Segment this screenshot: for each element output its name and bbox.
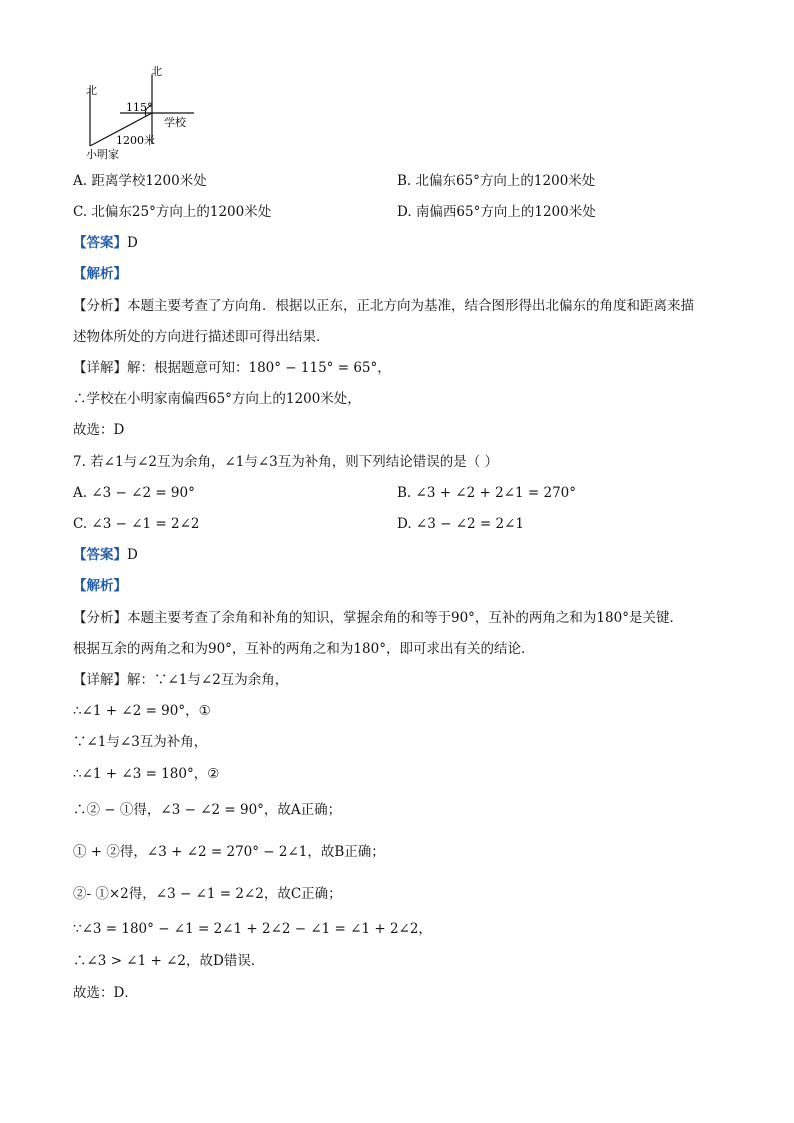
q7-option-b: B. ∠3 + ∠2 + 2∠1 = 270°: [397, 485, 576, 501]
detail-tag: 【详解】: [73, 672, 127, 688]
q7-analysis-heading: [73, 576, 127, 596]
q7-step-6: ① + ②得，∠3 + ∠2 = 270° − 2∠1，故B正确；: [73, 844, 385, 860]
angle-label: 115°: [126, 101, 153, 114]
q6-detail-line-1: [73, 358, 391, 378]
q7-answer: [73, 545, 138, 565]
q6-fenxi-line-1: [73, 296, 694, 316]
q7-step-7: ②- ①×2得，∠3 − ∠1 = 2∠2，故C正确；: [73, 886, 342, 902]
q6-detail-line-2: ∴学校在小明家南偏西65°方向上的1200米处，: [73, 391, 361, 407]
fenxi-tag: 【分析】: [73, 298, 127, 314]
q7-choose: 故选：D．: [73, 985, 138, 1001]
fenxi-tag: 【分析】: [73, 610, 127, 626]
north-label-left: 北: [86, 84, 97, 97]
school-label: 学校: [164, 116, 186, 129]
q7-step-3: ∵∠1与∠3互为补角，: [73, 734, 208, 750]
detail-step: 解：∵∠1与∠2互为余角，: [127, 672, 289, 688]
q6-answer: [73, 233, 138, 253]
analysis-tag: 【解析】: [73, 266, 127, 282]
detail-tag: 【详解】: [73, 360, 127, 376]
q6-analysis-heading: [73, 264, 127, 284]
q6-option-c: C. 北偏东25°方向上的1200米处: [73, 204, 272, 220]
analysis-tag: 【解析】: [73, 578, 127, 594]
distance-label: 1200米: [116, 134, 155, 147]
q7-fenxi-line-2: 根据互余的两角之和为90°，互补的两角之和为180°，即可求出有关的结论．: [73, 641, 535, 657]
fenxi-text: 本题主要考查了方向角．根据以正东，正北方向为基准，结合图形得出北偏东的角度和距离来描: [127, 298, 694, 314]
q7-step-4: ∴∠1 + ∠3 = 180°，②: [73, 766, 220, 782]
north-label-right: 北: [151, 65, 162, 78]
q6-option-a: A. 距离学校1200米处: [73, 173, 207, 189]
q7-option-c: C. ∠3 − ∠1 = 2∠2: [73, 516, 200, 532]
answer-tag: 【答案】: [73, 235, 127, 251]
q6-choose: 故选：D: [73, 422, 125, 438]
q7-fenxi-line-1: [73, 608, 683, 628]
q7-option-d: D. ∠3 − ∠2 = 2∠1: [397, 516, 525, 532]
detail-text: 解：根据题意可知：180° − 115° = 65°，: [127, 360, 391, 376]
answer-value: D: [127, 235, 138, 251]
q6-option-d: D. 南偏西65°方向上的1200米处: [397, 204, 596, 220]
direction-diagram: [80, 60, 210, 160]
q7-step-5: ∴② − ①得，∠3 − ∠2 = 90°，故A正确；: [73, 802, 342, 818]
q7-option-a: A. ∠3 − ∠2 = 90°: [73, 485, 195, 501]
home-label: 小明家: [86, 148, 119, 160]
answer-value: D: [127, 547, 138, 563]
fenxi-text: 本题主要考查了余角和补角的知识，掌握余角的和等于90°，互补的两角之和为180°是关键．: [127, 610, 683, 626]
answer-tag: 【答案】: [73, 547, 127, 563]
q6-fenxi-line-2: 述物体所处的方向进行描述即可得出结果．: [73, 329, 330, 345]
q6-option-b: B. 北偏东65°方向上的1200米处: [397, 173, 596, 189]
q7-step-2: ∴∠1 + ∠2 = 90°，①: [73, 703, 211, 719]
q7-step-8: ∵∠3 = 180° − ∠1 = 2∠1 + 2∠2 − ∠1 = ∠1 + 2∠2，: [73, 921, 432, 937]
q7-detail-line-1: [73, 670, 288, 690]
q7-stem: 7. 若∠1与∠2互为余角，∠1与∠3互为补角，则下列结论错误的是（ ）: [73, 454, 499, 470]
q7-step-9: ∴∠3 > ∠1 + ∠2，故D错误．: [73, 953, 265, 969]
